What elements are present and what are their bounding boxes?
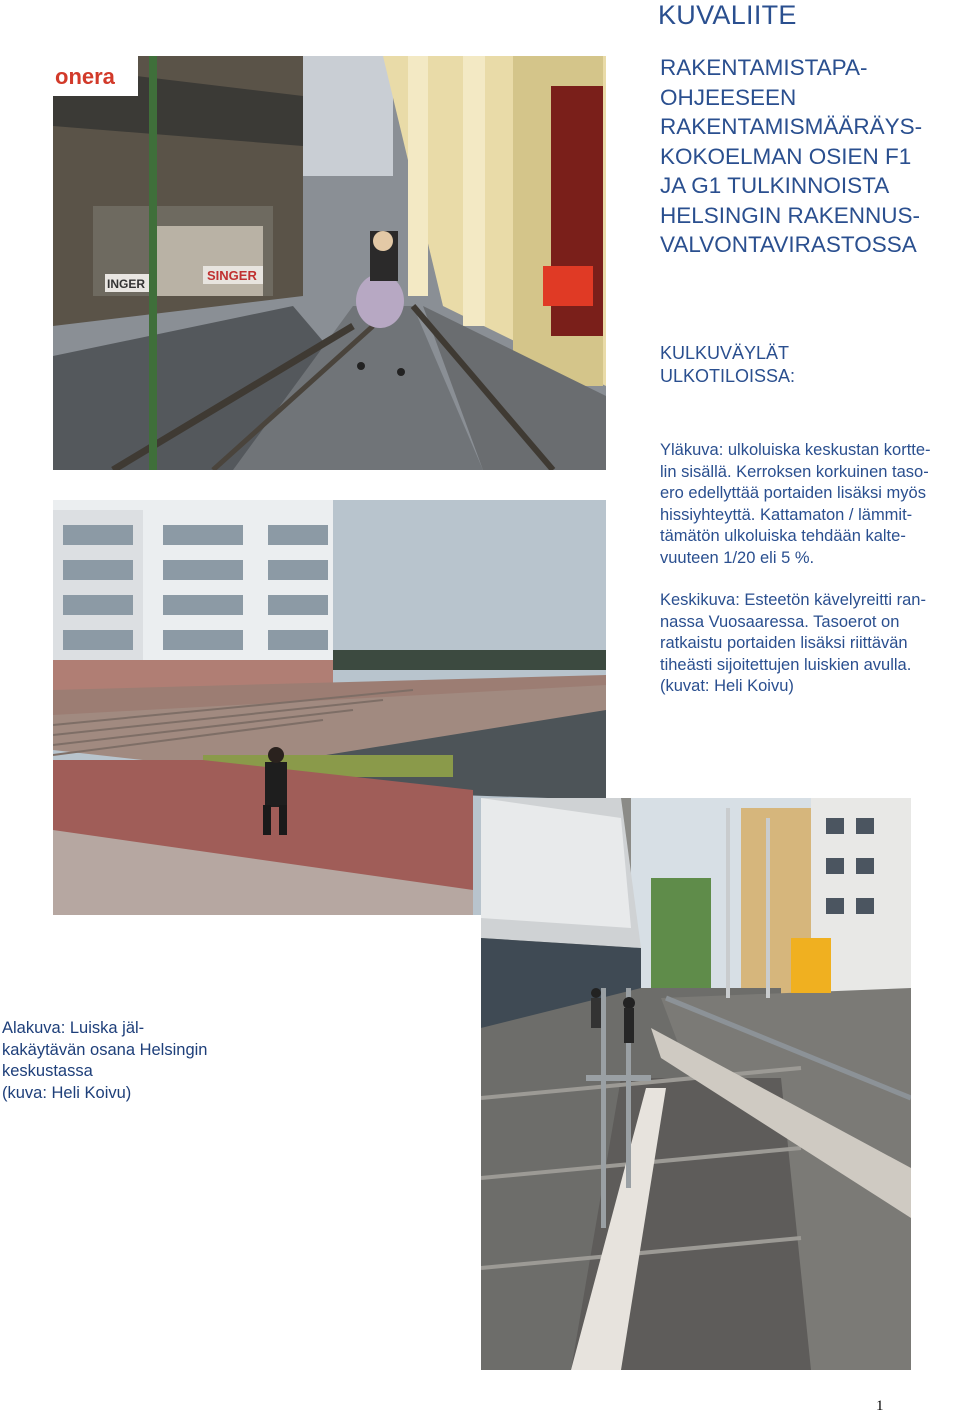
caption-line: nassa Vuosaaressa. Tasoerot on [660,612,900,631]
onera-sign: onera [55,64,115,89]
document-subtitle [660,53,960,260]
subtitle-line: HELSINGIN RAKENNUS- [660,202,921,228]
lower-photo-caption [2,1018,207,1104]
subtitle-line: VALVONTAVIRASTOSSA [660,232,917,257]
caption-line: Keskikuva: Esteetön kävelyreitti ran- [660,591,926,609]
caption-line: lin sisällä. Kerroksen korkuinen taso- [660,462,929,481]
upper-photo-ramp-city-block [53,56,606,470]
caption-line: tiheästi sijoitettujen luiskien avulla. [660,655,912,674]
section-heading [660,342,795,388]
section-heading-line: KULKUVÄYLÄT [660,343,790,363]
caption-line: (kuva: Heli Koivu) [2,1083,132,1102]
singer-sign: SINGER [207,268,257,283]
middle-photo-caption [660,590,926,698]
lower-photo-sidewalk-ramp [481,798,911,1370]
caption-line: tämätön ulkoluiska tehdään kalte- [660,527,906,546]
subtitle-line: RAKENTAMISMÄÄRÄYS- [660,114,923,139]
caption-line: keskustassa [2,1062,93,1081]
caption-line: Alakuva: Luiska jäl- [2,1019,145,1037]
subtitle-line: OHJEESEEN [660,84,797,110]
subtitle-line: RAKENTAMISTAPA- [660,55,868,80]
caption-line: (kuvat: Heli Koivu) [660,677,794,696]
section-heading-line: ULKOTILOISSA: [660,366,796,386]
caption-line: kakäytävän osana Helsingin [2,1040,208,1059]
subtitle-line: KOKOELMAN OSIEN F1 [660,143,912,169]
inger-sign: INGER [107,277,146,291]
caption-line: ero edellyttää portaiden lisäksi myös [660,484,926,503]
subtitle-line: JA G1 TULKINNOISTA [660,173,890,198]
page-number: 1 [876,1398,884,1414]
caption-line: ratkaistu portaiden lisäksi riittävän [660,634,908,653]
caption-line: Yläkuva: ulkoluiska keskustan kortte- [660,441,931,459]
caption-line: hissiyhteyttä. Kattamaton / lämmit- [660,505,913,524]
page-title: KUVALIITE [658,0,797,30]
caption-line: vuuteen 1/20 eli 5 %. [660,548,815,567]
upper-photo-caption [660,440,931,570]
